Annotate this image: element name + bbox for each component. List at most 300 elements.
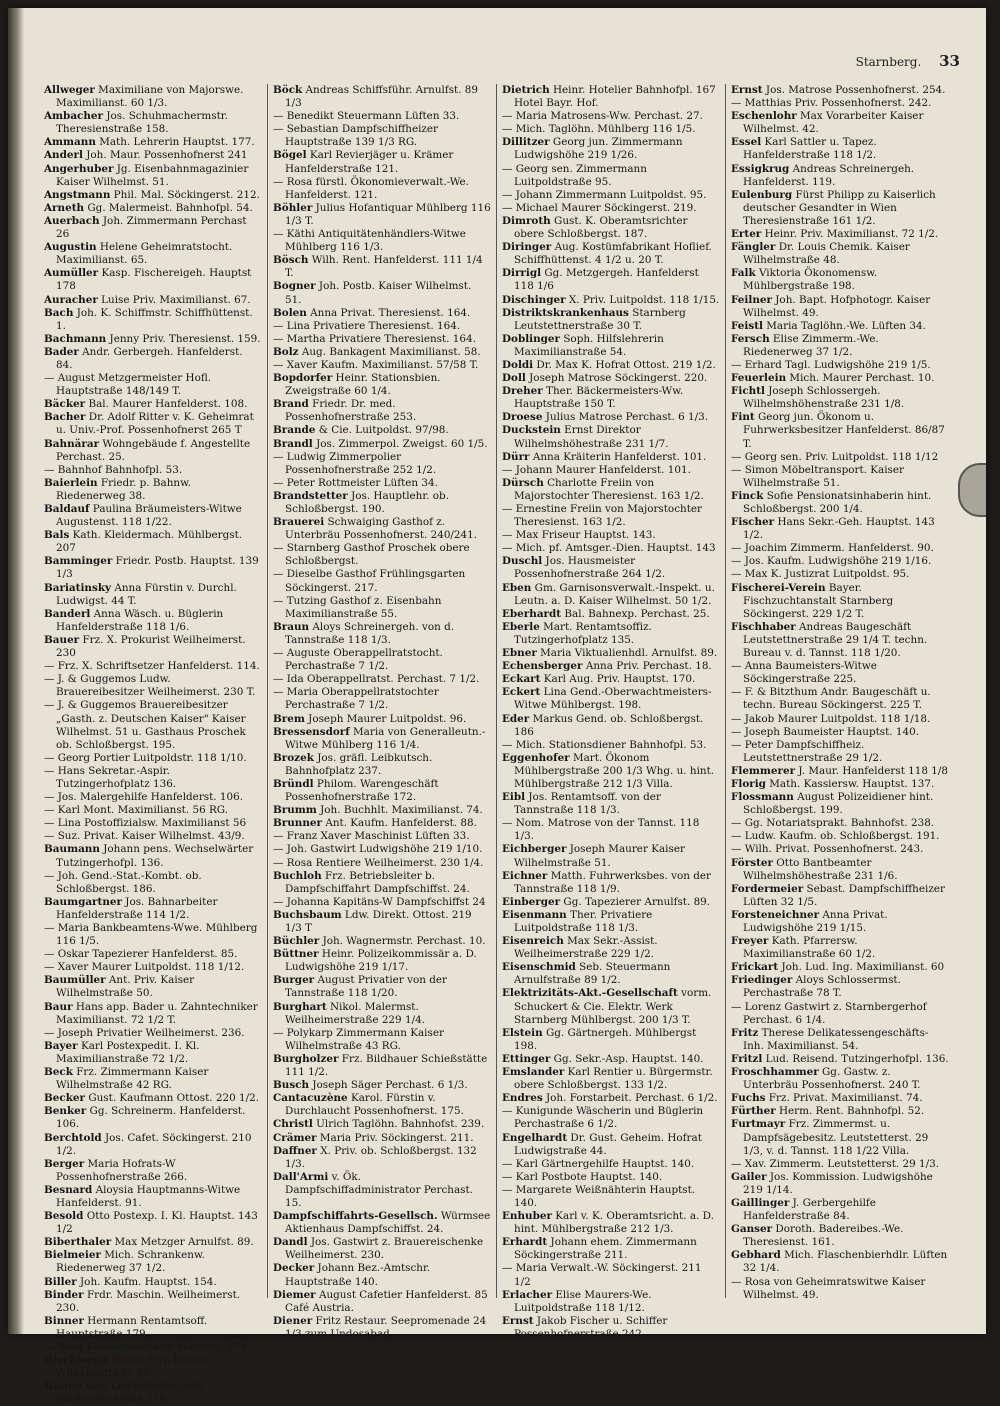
directory-entry: Eulenburg Fürst Philipp zu Kaiserlich deutscher Gesandter in Wien Theresienstraße 161 1/2.: [731, 188, 936, 227]
directory-entry: — Maria Matrosens-Ww. Perchast. 27.: [502, 110, 703, 123]
page-number: 33: [939, 52, 960, 70]
directory-entry: — Nom. Matrose von der Tannst. 118 1/3.: [502, 817, 700, 843]
directory-entry: Eibl Jos. Rentamtsoff. von der Tannstraße 118 1/3.: [502, 791, 661, 817]
entry-surname: Brandl: [273, 437, 313, 450]
directory-entry: — Ludw. Kaufm. ob. Schloßbergst. 191.: [731, 830, 940, 843]
entry-surname: Bressensdorf: [273, 725, 350, 738]
directory-entry: Cantacuzène Karol. Fürstin v. Durchlaucht Possenhofnerst. 175.: [273, 1092, 464, 1118]
entry-surname: Baur: [44, 1000, 73, 1013]
directory-entry: Flemmerer J. Maur. Hanfelderst 118 1/8: [731, 764, 949, 777]
directory-entry: — Margarete Weißnähterin Hauptst. 140.: [502, 1183, 696, 1209]
directory-entry: — Mich. pf. Amtsger.-Dien. Hauptst. 143: [502, 542, 716, 555]
entry-surname: Brande: [273, 424, 316, 437]
directory-entry: Christl Ulrich Taglöhn. Bahnhofst. 239.: [273, 1118, 485, 1131]
entry-surname: Crämer: [273, 1131, 317, 1144]
directory-entry: — Lina Postoffizialsw. Maximilianst 56: [44, 817, 247, 830]
directory-entry: Dandl Jos. Gastwirt z. Brauereischenke Weilheimerst. 230.: [273, 1236, 484, 1262]
entry-surname: Ettinger: [502, 1052, 551, 1065]
entry-surname: Eisenschmid: [502, 961, 576, 974]
entry-surname: Dandl: [273, 1236, 308, 1249]
entry-surname: Freyer: [731, 935, 769, 948]
directory-entry: — Erhard Tagl. Ludwigshöhe 219 1/5.: [731, 358, 931, 371]
entry-surname: Feilner: [731, 293, 772, 306]
entry-surname: Emslander: [502, 1066, 565, 1079]
directory-entry: Fängler Dr. Louis Chemik. Kaiser Wilhelmstraße 48.: [731, 241, 910, 267]
directory-entry: Fritz Therese Delikatessengeschäfts-Inh. Maximilianst. 54.: [731, 1026, 929, 1052]
directory-entry: Einberger Gg. Tapezierer Arnulfst. 89.: [502, 895, 711, 908]
column-1: [44, 84, 262, 1406]
directory-entry: Gaillinger J. Gerbergehilfe Hanfelderstraße 84.: [731, 1196, 876, 1223]
directory-entry: Eberle Mart. Rentamtsoffiz. Tutzingerhofplatz 135.: [502, 620, 652, 646]
entry-surname: Ebner: [502, 647, 537, 660]
directory-entry: Baumann Johann pens. Wechselwärter Tutzingerhofpl. 136.: [44, 843, 254, 869]
entry-surname: Burgholzer: [273, 1052, 339, 1065]
entry-surname: Dimroth: [502, 214, 551, 227]
directory-entry: Bäcker Bal. Maurer Hanfelderst. 108.: [44, 398, 248, 411]
directory-entry: Bariatinsky Anna Fürstin v. Durchl. Ludwigst. 44 T.: [44, 581, 237, 607]
directory-columns: [44, 84, 956, 1406]
directory-entry: Brandstetter Jos. Hauptlehr. ob. Schloßbergst. 190.: [273, 489, 450, 515]
entry-surname: Eisenreich: [502, 935, 564, 948]
directory-entry: — Karl Postbote Hauptst. 140.: [502, 1170, 663, 1183]
entry-surname: Enhuber: [502, 1210, 552, 1223]
entry-surname: Essigkrug: [731, 162, 790, 175]
directory-entry: Biller Joh. Kaufm. Hauptst. 154.: [44, 1275, 217, 1288]
directory-entry: Dischinger X. Priv. Luitpoldst. 118 1/15.: [502, 293, 720, 306]
entry-surname: Finck: [731, 489, 764, 502]
page-header: [856, 52, 960, 70]
entry-surname: Engelhardt: [502, 1131, 568, 1144]
directory-entry: — Joseph Baumeister Hauptst. 140.: [731, 725, 920, 738]
directory-entry: Doldi Dr. Max K. Hofrat Ottost. 219 1/2.: [502, 358, 716, 371]
directory-entry: — Frz. X. Schriftsetzer Hanfelderst. 114.: [44, 660, 260, 673]
entry-surname: Eschenlohr: [731, 110, 797, 123]
entry-surname: Baierlein: [44, 476, 98, 489]
directory-entry: Bopdorfer Heinr. Stationsbien. Zweigstraße 60 1/4.: [273, 372, 441, 398]
entry-surname: Droese: [502, 411, 543, 424]
entry-surname: Ammann: [44, 136, 96, 149]
directory-entry: — Johann Zimmermann Luitpoldst. 95.: [502, 188, 707, 201]
directory-entry: — J. & Guggemos Brauereibesitzer „Gasth. z. Deutschen Kaiser" Kaiser Wilhelmst. 51 u. Gasthaus Proschek ob. Schloßbergst. 195.: [44, 699, 246, 751]
entry-surname: Eckert: [502, 686, 541, 699]
entry-surname: Ernst: [731, 84, 763, 96]
directory-entry: — Johann Maurer Hanfelderst. 101.: [502, 463, 691, 476]
entry-surname: Falk: [731, 267, 756, 280]
directory-entry: Diener Fritz Restaur. Seepromenade 24 1/3 zum Undosabad.: [273, 1314, 487, 1340]
entry-surname: Bahnärar: [44, 437, 100, 450]
directory-entry: Gailer Jos. Kommission. Ludwigshöhe 219 1/14.: [731, 1170, 933, 1196]
entry-surname: Doblinger: [502, 332, 561, 345]
directory-entry: Besnard Aloysia Hauptmanns-Witwe Hanfelderst. 91.: [44, 1183, 241, 1209]
directory-entry: Burger August Privatier von der Tannstraße 118 1/20.: [273, 974, 447, 1000]
entry-surname: Büttner: [273, 948, 319, 961]
directory-entry: Ernst Jos. Matrose Possenhofnerst. 254.: [731, 84, 946, 96]
directory-entry: Feuerlein Mich. Maurer Perchast. 10.: [731, 372, 935, 385]
directory-entry: Finck Sofie Pensionatsinhaberin hint. Schloßbergst. 200 1/4.: [731, 489, 932, 515]
directory-entry: Bründl Philom. Warengeschäft Possenhofnerstraße 172.: [273, 777, 439, 804]
directory-entry: Auerbach Joh. Zimmermann Perchast 26: [44, 214, 247, 241]
directory-entry: Burghart Nikol. Malermst. Weilheimerstraße 229 1/4.: [273, 1000, 425, 1026]
entry-surname: Bolz: [273, 345, 299, 358]
entry-surname: Dreher: [502, 385, 543, 398]
entry-surname: Friedinger: [731, 974, 793, 987]
directory-entry: Binner Hermann Rentamtsoff. Hauptstraße 179.: [44, 1314, 208, 1340]
directory-entry: — Hans Sekretar.-Aspir. Tutzingerhofplatz 136.: [44, 764, 177, 790]
directory-entry: Blechwenn Heinr. Priv. Kaiser Wilhelmstraße 50.: [44, 1354, 208, 1380]
directory-entry: Doll Joseph Matrose Söckingerst. 220.: [502, 372, 708, 385]
directory-entry: Eder Markus Gend. ob. Schloßbergst. 186: [502, 712, 704, 738]
directory-entry: Bögel Karl Revierjäger u. Krämer Hanfelderstraße 121.: [273, 149, 454, 175]
entry-surname: Böck: [273, 84, 303, 96]
entry-surname: Einberger: [502, 895, 561, 908]
entry-surname: Fordermeier: [731, 882, 804, 895]
entry-surname: Besnard: [44, 1183, 93, 1196]
entry-surname: Fischer: [731, 516, 775, 529]
column-divider: [496, 84, 497, 1298]
entry-surname: Ernst: [502, 1314, 534, 1327]
entry-surname: Baumüller: [44, 974, 106, 987]
directory-entry: Bals Kath. Kleidermach. Mühlbergst. 207: [44, 529, 243, 555]
entry-surname: Flemmerer: [731, 764, 796, 777]
entry-surname: Bogner: [273, 280, 316, 293]
directory-entry: Duschl Jos. Hausmeister Possenhofnerstraße 264 1/2.: [502, 555, 666, 581]
entry-surname: Eberhardt: [502, 607, 562, 620]
entry-surname: Dietrich: [502, 84, 550, 96]
directory-entry: Angstmann Phil. Mal. Söckingerst. 212.: [44, 188, 260, 201]
entry-surname: Gailer: [731, 1170, 767, 1183]
entry-surname: Forsteneichner: [731, 908, 820, 921]
directory-entry: Echensberger Anna Priv. Perchast. 18.: [502, 660, 712, 673]
entry-surname: Essel: [731, 136, 762, 149]
directory-entry: — Lina Privatiere Theresienst. 164.: [273, 319, 461, 332]
directory-entry: — Sebastian Dampfschiffheizer Hauptstraße 139 1/3 RG.: [273, 123, 439, 149]
directory-entry: Freyer Kath. Pfarrersw. Maximilianstraße 60 1/2.: [731, 935, 876, 961]
directory-entry: Brand Friedr. Dr. med. Possenhofnerstraße 253.: [273, 398, 417, 424]
directory-entry: Gebhard Mich. Flaschenbierhdlr. Lüften 32 1/4.: [731, 1249, 948, 1275]
entry-surname: Burger: [273, 974, 315, 987]
entry-surname: Erter: [731, 228, 762, 241]
entry-surname: Doll: [502, 372, 526, 385]
entry-surname: Anderl: [44, 149, 83, 162]
directory-entry: Bayer Karl Postexpedit. I. Kl. Maximilianstraße 72 1/2.: [44, 1039, 200, 1065]
directory-entry: — Jos. Malergehilfe Hanfelderst. 106.: [44, 791, 244, 804]
directory-entry: — Joh. Gastwirt Ludwigshöhe 219 1/10.: [273, 843, 483, 856]
directory-entry: Bolz Aug. Bankagent Maximilianst. 58.: [273, 345, 481, 358]
directory-entry: — Max K. Justizrat Luitpoldst. 95.: [731, 568, 910, 581]
directory-entry: Feilner Joh. Bapt. Hofphotogr. Kaiser Wilhelmst. 49.: [731, 293, 931, 319]
directory-entry: — Polykarp Zimmermann Kaiser Wilhelmstraße 43 RG.: [273, 1026, 444, 1052]
directory-entry: Bogner Joh. Postb. Kaiser Wilhelmst. 51.: [273, 280, 472, 306]
directory-entry: — Peter Rottmeister Lüften 34.: [273, 476, 438, 489]
directory-entry: — Max Friseur Hauptst. 143.: [502, 529, 656, 542]
entry-surname: Besold: [44, 1210, 84, 1223]
directory-entry: Erlacher Elise Maurers-We. Luitpoldstraße 118 1/12.: [502, 1288, 652, 1314]
directory-entry: Bolen Anna Privat. Theresienst. 164.: [273, 306, 471, 319]
directory-entry: Bielmeier Mich. Schrankenw. Riedenerweg 37 1/2.: [44, 1249, 205, 1275]
directory-entry: Augustin Helene Geheimratstocht. Maximilianst. 65.: [44, 241, 233, 267]
directory-entry: Becker Gust. Kaufmann Ottost. 220 1/2.: [44, 1092, 260, 1105]
directory-entry: — Joseph Privatier Weilheimerst. 236.: [44, 1026, 245, 1039]
directory-entry: Essel Karl Sattler u. Tapez. Hanfelderstraße 118 1/2.: [731, 136, 877, 162]
directory-entry: Dall'Armi v. Ök. Dampfschiffadministrator Perchast. 15.: [273, 1170, 473, 1209]
directory-entry: Allweger Maximiliane von Majorswe. Maximilianst. 60 1/3.: [44, 84, 244, 110]
directory-entry: Berchtold Jos. Cafet. Söckingerst. 210 1/2.: [44, 1131, 252, 1157]
entry-surname: Angstmann: [44, 188, 111, 201]
directory-entry: Brauerei Schwaiging Gasthof z. Unterbräu Possenhofnerst. 240/241.: [273, 516, 478, 542]
entry-surname: Erhardt: [502, 1236, 548, 1249]
entry-surname: Eibl: [502, 791, 526, 804]
directory-entry: Buchloh Frz. Betriebsleiter b. Dampfschiffahrt Dampfschiffst. 24.: [273, 869, 470, 895]
directory-entry: Binder Frdr. Maschin. Weilheimerst. 230.: [44, 1288, 241, 1314]
directory-entry: Buchsbaum Ldw. Direkt. Ottost. 219 1/3 T: [273, 908, 472, 934]
directory-page: [8, 8, 986, 1406]
directory-entry: — Lorenz Gastwirt z. Starnbergerhof Perchast. 6 1/4.: [731, 1000, 927, 1026]
entry-surname: Bolen: [273, 306, 307, 319]
entry-surname: Dall'Armi: [273, 1170, 329, 1183]
entry-surname: Dillitzer: [502, 136, 550, 149]
entry-surname: Bründl: [273, 777, 314, 790]
entry-surname: Eberle: [502, 620, 540, 633]
directory-entry: Auracher Luise Priv. Maximilianst. 67.: [44, 293, 251, 306]
entry-surname: Bäcker: [44, 398, 86, 411]
directory-entry: Dirrigl Gg. Metzgergeh. Hanfelderst 118 1/6: [502, 267, 699, 293]
entry-surname: Feistl: [731, 319, 763, 332]
directory-entry: Engelhardt Dr. Gust. Geheim. Hofrat Ludwigstraße 44.: [502, 1131, 702, 1157]
directory-entry: — Jos. Kaufm. Ludwigshöhe 219 1/16.: [731, 555, 932, 568]
directory-entry: Bacher Dr. Adolf Ritter v. K. Geheimrat u. Univ.-Prof. Possenhofnerst 265 T: [44, 411, 254, 437]
entry-surname: Augustin: [44, 241, 97, 254]
entry-surname: Bals: [44, 529, 70, 542]
directory-entry: — Bahnhof Bahnhofpl. 53.: [44, 463, 183, 476]
entry-surname: Eichberger: [502, 843, 567, 856]
directory-entry: — Ernestine Freiin von Majorstochter Theresienst. 163 1/2.: [502, 503, 702, 529]
directory-entry: Bressensdorf Maria von Generalleutn.-Witwe Mühlberg 116 1/4.: [273, 725, 486, 751]
directory-entry: Dürr Anna Kräiterin Hanfelderst. 101.: [502, 450, 707, 463]
entry-surname: Decker: [273, 1262, 315, 1275]
entry-surname: Buchloh: [273, 869, 322, 882]
entry-surname: Benker: [44, 1105, 87, 1118]
directory-entry: Brande & Cie. Luitpoldst. 97/98.: [273, 424, 449, 437]
directory-entry: Froschhammer Gg. Gastw. z. Unterbräu Possenhofnerst. 240 T.: [731, 1066, 921, 1092]
directory-entry: — Franz Xaver Maschinist Lüften 33.: [273, 830, 470, 843]
directory-entry: Eichberger Joseph Maurer Kaiser Wilhelmstraße 51.: [502, 843, 685, 869]
directory-entry: Bauer Frz. X. Prokurist Weilheimerst. 230: [44, 633, 246, 660]
directory-entry: — Karl Gärtnergehilfe Hauptst. 140.: [502, 1157, 695, 1170]
directory-entry: — J. & Guggemos Ludw. Brauereibesitzer Weilheimerst. 230 T.: [44, 673, 256, 699]
entry-surname: Bögel: [273, 149, 307, 162]
directory-entry: Baumüller Ant. Priv. Kaiser Wilhelmstraße 50.: [44, 974, 195, 1000]
directory-entry: — Käthi Antiquitätenhändlers-Witwe Mühlberg 116 1/3.: [273, 228, 466, 254]
entry-surname: Bösch: [273, 254, 309, 267]
directory-entry: Flossmann August Polizeidiener hint. Schloßbergst. 199.: [731, 791, 934, 817]
directory-entry: Busch Joseph Säger Perchast. 6 1/3.: [273, 1079, 468, 1092]
entry-surname: Ambacher: [44, 110, 104, 123]
entry-surname: Bach: [44, 306, 74, 319]
directory-entry: Frickart Joh. Lud. Ing. Maximilianst. 60: [731, 961, 945, 974]
directory-entry: Bahnärar Wohngebäude f. Angestellte Perchast. 25.: [44, 437, 251, 463]
directory-entry: Droese Julius Matrose Perchast. 6 1/3.: [502, 411, 709, 424]
directory-entry: Ganser Doroth. Badereibes.-We. Theresienst. 161.: [731, 1223, 904, 1249]
directory-entry: Brem Joseph Maurer Luitpoldst. 96.: [273, 712, 467, 725]
directory-entry: Brumm Joh. Buchhlt. Maximilianst. 74.: [273, 804, 483, 817]
entry-surname: Förster: [731, 856, 773, 869]
directory-entry: — Matthias Priv. Possenhofnerst. 242.: [731, 97, 932, 110]
entry-surname: Angerhuber: [44, 162, 114, 175]
entry-surname: Brunner: [273, 817, 323, 830]
entry-surname: Elstein: [502, 1026, 543, 1039]
directory-entry: Dietrich Heinr. Hotelier Bahnhofpl. 167 Hotel Bayr. Hof.: [502, 84, 716, 110]
entry-surname: Furtmayr: [731, 1118, 786, 1131]
page-tab-marker: [958, 463, 986, 517]
entry-surname: Echensberger: [502, 660, 583, 673]
entry-surname: Feuerlein: [731, 372, 787, 385]
directory-entry: — Kunigunde Wäscherin und Büglerin Perchastraße 6 1/2.: [502, 1105, 704, 1131]
directory-entry: — Oskar Tapezierer Hanfelderst. 85.: [44, 948, 238, 961]
entry-surname: Bamminger: [44, 555, 113, 568]
directory-entry: Bamminger Friedr. Postb. Hauptst. 139 1/3: [44, 555, 259, 581]
directory-entry: Dimroth Gust. K. Oberamtsrichter obere Schloßbergst. 187.: [502, 214, 688, 241]
directory-entry: — Dieselbe Gasthof Frühlingsgarten Söckingerst. 217.: [273, 568, 466, 594]
directory-entry: Arneth Gg. Malermeist. Bahnhofpl. 54.: [44, 201, 253, 214]
entry-surname: Erlacher: [502, 1288, 553, 1301]
directory-entry: Bösch Wilh. Rent. Hanfelderst. 111 1/4 T.: [273, 254, 483, 280]
directory-entry: Furtmayr Frz. Zimmermst. u. Dampfsägebesitz. Leutstetterst. 29 1/3, v. d. Tannst. 118 1/22 Villa.: [731, 1118, 929, 1157]
entry-surname: Biberthaler: [44, 1236, 112, 1249]
directory-entry: Bach Joh. K. Schiffmstr. Schiffhüttenst. 1.: [44, 306, 253, 332]
directory-entry: Fischhaber Andreas Baugeschäft Leutstettnerstraße 29 1/4 T. techn. Bureau v. d. Tannst. 118 1/20.: [731, 620, 928, 660]
directory-entry: Baumgartner Jos. Bahnarbeiter Hanfelderstraße 114 1/2.: [44, 895, 218, 921]
directory-entry: Benker Gg. Schreinerm. Hanfelderst. 106.: [44, 1105, 246, 1131]
directory-entry: Biberthaler Max Metzger Arnulfst. 89.: [44, 1236, 254, 1249]
directory-entry: Ernst Jakob Fischer u. Schiffer Possenhofnerstraße 242.: [502, 1314, 668, 1340]
directory-entry: Ebner Maria Viktualienhdl. Arnulfst. 89.: [502, 647, 718, 660]
entry-surname: Beck: [44, 1066, 73, 1079]
directory-entry: — Anna Baumeisters-Witwe Söckingerstraße 225.: [731, 660, 877, 686]
directory-entry: Fürther Herm. Rent. Bahnhofpl. 52.: [731, 1105, 925, 1118]
entry-surname: Braun: [273, 620, 310, 633]
entry-surname: Dampfschiffahrts-Gesellsch.: [273, 1210, 438, 1223]
column-4: [731, 84, 949, 1301]
entry-surname: Brem: [273, 712, 305, 725]
entry-surname: Diener: [273, 1314, 313, 1327]
entry-surname: Dürsch: [502, 476, 544, 489]
directory-entry: Falk Viktoria Ökonomensw. Mühlbergstraße 198.: [731, 267, 878, 293]
entry-surname: Fersch: [731, 332, 770, 345]
directory-entry: Dillitzer Georg jun. Zimmermann Ludwigshöhe 219 1/26.: [502, 136, 683, 162]
directory-entry: Bader Andr. Gerbergeh. Hanfelderst. 84.: [44, 345, 243, 371]
directory-entry: Fersch Elise Zimmerm.-We. Riedenerweg 37 1/2.: [731, 332, 879, 358]
directory-entry: Eckart Karl Aug. Priv. Hauptst. 170.: [502, 673, 696, 686]
directory-entry: Eschenlohr Max Vorarbeiter Kaiser Wilhelmst. 42.: [731, 110, 924, 136]
directory-entry: Brunner Ant. Kaufm. Hanfelderst. 88.: [273, 817, 477, 830]
directory-entry: Forsteneichner Anna Privat. Ludwigshöhe 219 1/15.: [731, 908, 888, 934]
entry-surname: Fritz: [731, 1026, 759, 1039]
book-spine: [8, 8, 24, 1334]
directory-entry: Doblinger Soph. Hilfslehrerin Maximilianstraße 54.: [502, 332, 664, 358]
directory-entry: Angerhuber Jg. Eisenbahnmagazinier Kaiser Wilhelmst. 51.: [44, 162, 249, 188]
directory-entry: — Tutzing Gasthof z. Eisenbahn Maximilianstraße 55.: [273, 594, 442, 620]
directory-entry: — Suz. Privat. Kaiser Wilhelmst. 43/9.: [44, 830, 245, 843]
directory-entry: Dreher Ther. Bäckermeisters-Ww. Hauptstraße 150 T.: [502, 385, 684, 411]
column-2: [273, 84, 491, 1340]
directory-entry: Fordermeier Sebast. Dampfschiffheizer Lüften 32 1/5.: [731, 882, 945, 908]
entry-surname: Fischhaber: [731, 620, 796, 633]
entry-surname: Blume: [44, 1380, 82, 1393]
entry-surname: Froschhammer: [731, 1066, 819, 1079]
directory-entry: Eben Gm. Garnisonsverwalt.-Inspekt. u. Leutn. a. D. Kaiser Wilhelmst. 50 1/2.: [502, 581, 715, 607]
directory-entry: — August Metzgermeister Hofl. Hauptstraße 148/149 T.: [44, 372, 212, 398]
entry-surname: Ganser: [731, 1223, 773, 1236]
directory-entry: Büchler Joh. Wagnermstr. Perchast. 10.: [273, 935, 486, 948]
directory-entry: Böhler Julius Hofantiquar Mühlberg 116 1/3 T.: [273, 201, 491, 227]
entry-surname: Böhler: [273, 201, 313, 214]
directory-entry: Brandl Jos. Zimmerpol. Zweigst. 60 1/5.: [273, 437, 488, 450]
entry-surname: Cantacuzène: [273, 1092, 348, 1105]
directory-entry: Eisenschmid Seb. Steuermann Arnulfstraße 89 1/2.: [502, 961, 671, 987]
entry-surname: Eulenburg: [731, 188, 793, 201]
directory-entry: — Simon Möbeltransport. Kaiser Wilhelmstraße 51.: [731, 463, 905, 489]
entry-surname: Allweger: [44, 84, 95, 96]
directory-entry: — Maria Bankbeamtens-Wwe. Mühlberg 116 1/5.: [44, 922, 258, 948]
entry-surname: Brandstetter: [273, 489, 348, 502]
entry-surname: Dürr: [502, 450, 530, 463]
entry-surname: Eggenhofer: [502, 751, 570, 764]
entry-surname: Eckart: [502, 673, 541, 686]
directory-entry: — Michael Maurer Söckingerst. 219.: [502, 201, 697, 214]
directory-entry: Fritzl Lud. Reisend. Tutzingerhofpl. 136.: [731, 1052, 949, 1065]
directory-entry: Eichner Matth. Fuhrwerksbes. von der Tannstraße 118 1/9.: [502, 869, 712, 895]
directory-entry: — Maria Verwalt.-W. Söckingerst. 211 1/2: [502, 1262, 702, 1288]
entry-surname: Fürther: [731, 1105, 776, 1118]
directory-entry: — Rosa Rentiere Weilheimerst. 230 1/4.: [273, 856, 484, 869]
column-divider: [267, 84, 268, 1298]
directory-entry: — Starnberg Gasthof Proschek obere Schloßbergst.: [273, 542, 470, 568]
entry-surname: Dirrigl: [502, 267, 542, 280]
entry-surname: Brauerei: [273, 516, 325, 529]
directory-entry: Eisenreich Max Sekr.-Assist. Weilheimerstraße 229 1/2.: [502, 935, 658, 961]
column-divider: [725, 84, 726, 1298]
directory-entry: Baierlein Friedr. p. Bahnw. Riedenerweg 38.: [44, 476, 192, 502]
directory-entry: — Georg sen. Priv. Luitpoldst. 118 1/12: [731, 450, 939, 463]
entry-surname: Burghart: [273, 1000, 327, 1013]
entry-surname: Baumann: [44, 843, 100, 856]
entry-surname: Auerbach: [44, 214, 100, 227]
directory-entry: Eckert Lina Gend.-Oberwachtmeisters-Witwe Mühlbergst. 198.: [502, 686, 712, 712]
directory-entry: Berger Maria Hofrats-W Possenhofnerstraße 266.: [44, 1157, 188, 1183]
directory-entry: — Georg Portier Luitpoldstr. 118 1/10.: [44, 751, 247, 764]
directory-entry: Elstein Gg. Gärtnergeh. Mühlbergst 198.: [502, 1026, 697, 1052]
entry-surname: Flossmann: [731, 791, 794, 804]
directory-entry: Essigkrug Andreas Schreinergeh. Hanfelderst. 119.: [731, 162, 915, 188]
directory-entry: Förster Otto Bantbeamter Wilhelmshöhestraße 231 1/6.: [731, 856, 898, 882]
directory-entry: Büttner Heinr. Polizeikommissär a. D. Ludwigshöhe 219 1/17.: [273, 948, 477, 974]
entry-surname: Eichner: [502, 869, 548, 882]
entry-surname: Bader: [44, 345, 79, 358]
entry-surname: Fischerei-Verein: [731, 581, 826, 594]
directory-entry: — Rosa fürstl. Ökonomieverwalt.-We. Hanfelderst. 121.: [273, 175, 469, 201]
entry-surname: Büchler: [273, 935, 320, 948]
directory-entry: — Joachim Zimmerm. Hanfelderst. 90.: [731, 542, 934, 555]
entry-surname: Fuchs: [731, 1092, 766, 1105]
directory-entry: — Ludwig Zimmerpolier Possenhofnerstraße 252 1/2.: [273, 450, 437, 476]
entry-surname: Brumm: [273, 804, 317, 817]
entry-surname: Brozek: [273, 751, 314, 764]
entry-surname: Fint: [731, 411, 755, 424]
directory-entry: Baur Hans app. Bader u. Zahntechniker Maximilianst. 72 1/2 T.: [44, 1000, 258, 1026]
directory-entry: Böck Andreas Schiffsführ. Arnulfst. 89 1/3: [273, 84, 479, 110]
directory-entry: — Martha Privatiere Theresienst. 164.: [273, 332, 476, 345]
directory-entry: — Mich. Stationsdiener Bahnhofpl. 53.: [502, 738, 707, 751]
